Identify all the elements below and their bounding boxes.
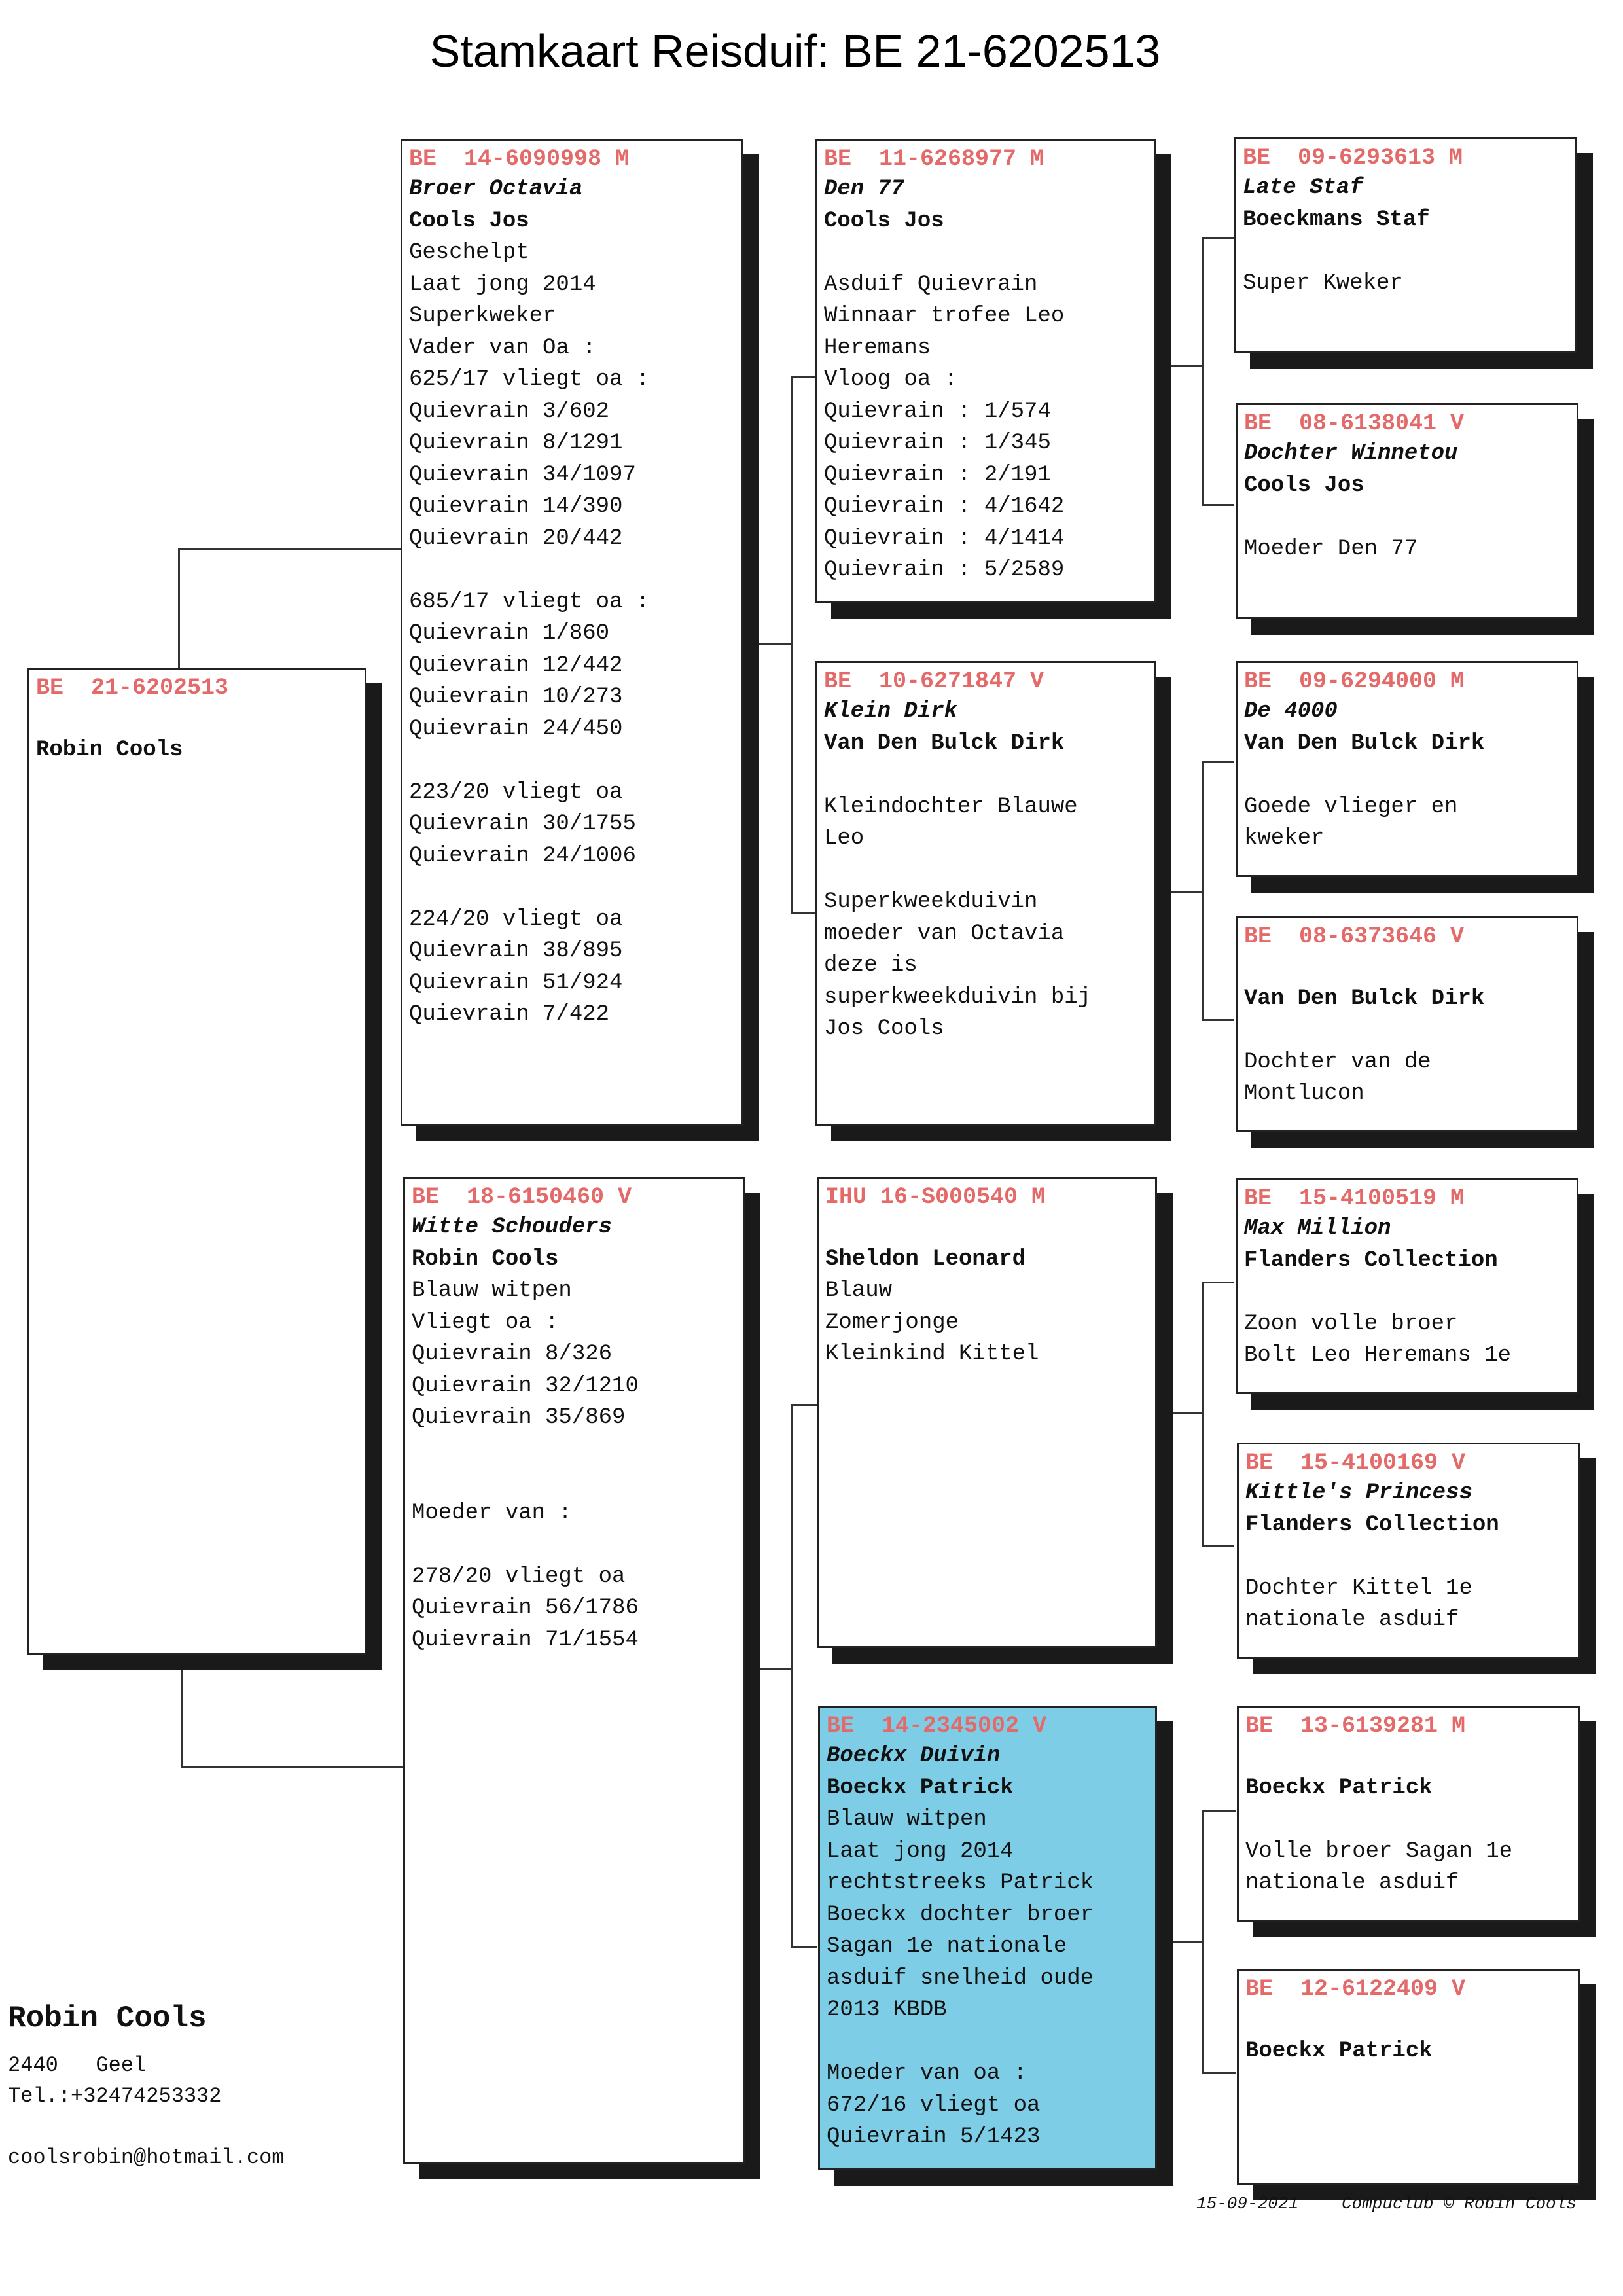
connector-line — [1202, 1810, 1236, 1812]
info-line: Jos Cools — [824, 1016, 944, 1041]
info-line: Quievrain 1/860 — [409, 621, 610, 646]
connector-line — [1202, 761, 1204, 1020]
breeder-name: Boeckx Patrick — [1245, 2038, 1433, 2064]
info-line — [409, 872, 735, 904]
ring-number: BE 08-6373646 V — [1244, 924, 1465, 950]
info-line: Super Kweker — [1243, 270, 1403, 296]
info-line: rechtstreeks Patrick — [827, 1871, 1094, 1895]
info-line: Quievrain 56/1786 — [412, 1596, 639, 1621]
info-line: superkweekduivin bij — [824, 984, 1092, 1010]
info-line — [36, 702, 358, 734]
connector-line — [1202, 1545, 1234, 1547]
connector-line — [1202, 1282, 1234, 1283]
info-line: Montlucon — [1244, 1081, 1364, 1106]
info-line: Dochter Kittel 1e — [1245, 1575, 1472, 1601]
connector-line — [1202, 2072, 1236, 2074]
connector-line — [791, 1404, 793, 1947]
info-line — [1243, 236, 1569, 268]
owner-name: Robin Cools — [8, 2001, 207, 2036]
print-date: 15-09-2021 — [1196, 2194, 1299, 2214]
connector-line — [791, 912, 815, 914]
info-line — [412, 1465, 736, 1498]
pigeon-name: Boeckx Duivin — [827, 1744, 1001, 1768]
info-line: Quievrain : 1/574 — [824, 399, 1051, 424]
info-line: Heremans — [824, 335, 931, 361]
info-line: Dochter van de — [1244, 1049, 1431, 1075]
dam-dam-card — [818, 1706, 1157, 2170]
info-line: Sagan 1e nationale — [827, 1934, 1067, 1959]
connector-line — [757, 1668, 792, 1670]
info-line: Moeder van oa : — [827, 2061, 1027, 2086]
info-line: nationale asduif — [1245, 1871, 1459, 1895]
ring-number: BE 11-6268977 M — [824, 146, 1044, 172]
pigeon-name: Kittle's Princess — [1245, 1480, 1472, 1505]
info-line: Superkweker — [409, 304, 556, 329]
info-line: Quievrain : 4/1642 — [824, 494, 1065, 519]
info-line — [1244, 759, 1570, 791]
pigeon-name: Witte Schouders — [412, 1215, 613, 1240]
info-line: Zomerjonge — [825, 1310, 959, 1335]
owner-address: 2440 Geel — [8, 2053, 147, 2077]
connector-line — [1166, 1941, 1203, 1943]
info-line — [1245, 2003, 1571, 2036]
info-line: Volle broer Sagan 1e — [1245, 1839, 1513, 1864]
info-line: Geschelpt — [409, 240, 529, 265]
info-line: Quievrain 14/390 — [409, 494, 623, 519]
connector-line — [1202, 237, 1234, 239]
ring-number: BE 14-2345002 V — [827, 1713, 1047, 1739]
info-line: Quievrain : 4/1414 — [824, 526, 1065, 551]
pigeon-name: Broer Octavia — [409, 177, 583, 202]
info-line: 685/17 vliegt oa : — [409, 589, 650, 615]
dam-sire-card — [817, 1177, 1157, 1648]
info-line: Quievrain : 1/345 — [824, 431, 1051, 456]
info-line — [827, 2026, 1149, 2058]
info-line — [412, 1529, 736, 1561]
info-line: Winnaar trofee Leo — [824, 304, 1065, 329]
software-credit: Compuclub © Robin Cools — [1342, 2194, 1577, 2214]
connector-line — [1166, 1412, 1203, 1414]
dam-dam-sire-card — [1237, 1706, 1580, 1922]
owner-phone: Tel.:+32474253332 — [8, 2084, 222, 2108]
breeder-name: Boeckmans Staf — [1243, 207, 1430, 232]
owner-email[interactable]: coolsrobin@hotmail.com — [8, 2145, 285, 2170]
info-line: moeder van Octavia — [824, 921, 1065, 946]
info-line — [1245, 1740, 1571, 1772]
info-line — [412, 1434, 736, 1466]
breeder-name: Cools Jos — [409, 208, 529, 234]
dam-card — [403, 1177, 745, 2164]
connector-line — [791, 1404, 817, 1406]
info-line: Quievrain 24/1006 — [409, 843, 636, 869]
info-line: Quievrain 38/895 — [409, 939, 623, 963]
pigeon-name: De 4000 — [1244, 699, 1338, 724]
info-line: Blauw witpen — [827, 1807, 987, 1832]
info-line: Quievrain 10/273 — [409, 685, 623, 709]
connector-line — [1202, 1810, 1204, 2073]
info-line: Quievrain : 2/191 — [824, 462, 1051, 488]
info-line — [1244, 951, 1570, 983]
info-line: Quievrain 12/442 — [409, 653, 623, 678]
connector-line — [181, 1766, 403, 1768]
info-line: Leo — [824, 826, 865, 851]
info-line — [825, 1211, 1149, 1244]
info-line: Kleinkind Kittel — [825, 1342, 1039, 1367]
info-line: nationale asduif — [1245, 1607, 1459, 1632]
info-line — [1244, 1014, 1570, 1047]
info-line: Quievrain 3/602 — [409, 399, 610, 424]
info-line — [1245, 1541, 1571, 1573]
info-line — [824, 237, 1147, 269]
sire-dam-dam-card — [1236, 916, 1578, 1132]
breeder-name: Sheldon Leonard — [825, 1246, 1026, 1272]
info-line: Quievrain : 5/2589 — [824, 558, 1065, 583]
connector-line — [178, 548, 180, 668]
sire-sire-dam-card — [1236, 403, 1578, 619]
connector-line — [791, 376, 793, 913]
info-line: 625/17 vliegt oa : — [409, 367, 650, 392]
info-line: Quievrain 24/450 — [409, 716, 623, 742]
info-line — [1244, 1276, 1570, 1308]
breeder-name: Cools Jos — [824, 208, 944, 234]
breeder-name: Van Den Bulck Dirk — [1244, 986, 1485, 1011]
connector-line — [178, 548, 401, 550]
connector-line — [791, 1946, 817, 1948]
connector-line — [791, 376, 815, 378]
connector-line — [1202, 504, 1234, 506]
info-line: Quievrain 30/1755 — [409, 812, 636, 836]
info-line: Moeder Den 77 — [1244, 536, 1418, 562]
ring-number: IHU 16-S000540 M — [825, 1184, 1046, 1210]
info-line: 278/20 vliegt oa — [412, 1564, 626, 1589]
sire-dam-sire-card — [1236, 661, 1578, 877]
dam-sire-dam-card — [1237, 1443, 1580, 1659]
connector-line — [1202, 237, 1204, 505]
info-line — [1245, 1804, 1571, 1836]
info-line: Quievrain 8/1291 — [409, 431, 623, 456]
pigeon-name: Klein Dirk — [824, 699, 958, 724]
page-title: Stamkaart Reisduif: BE 21-6202513 — [429, 26, 1161, 77]
info-line — [409, 554, 735, 586]
breeder-name: Flanders Collection — [1245, 1512, 1499, 1537]
connector-line — [181, 1641, 183, 1767]
info-line: Laat jong 2014 — [827, 1839, 1014, 1864]
info-line: 224/20 vliegt oa — [409, 906, 623, 932]
info-line: asduif snelheid oude — [827, 1965, 1094, 1991]
info-line: Quievrain 32/1210 — [412, 1373, 639, 1399]
info-line: Vader van Oa : — [409, 335, 596, 361]
info-line: Quievrain 71/1554 — [412, 1627, 639, 1653]
info-line: Quievrain 5/1423 — [827, 2125, 1041, 2149]
info-line: deze is — [824, 953, 918, 978]
pigeon-name: Max Million — [1244, 1216, 1391, 1241]
info-line: Quievrain 34/1097 — [409, 462, 636, 488]
info-line: Blauw — [825, 1278, 893, 1303]
info-line: Moeder van : — [412, 1500, 572, 1526]
info-line: 223/20 vliegt oa — [409, 780, 623, 805]
info-line: Quievrain 20/442 — [409, 526, 623, 551]
dam-sire-sire-card — [1236, 1178, 1578, 1394]
breeder-name: Boeckx Patrick — [1245, 1775, 1433, 1801]
breeder-name: Cools Jos — [1244, 473, 1364, 498]
info-line: Kleindochter Blauwe — [824, 794, 1078, 819]
info-line: Boeckx dochter broer — [827, 1902, 1094, 1928]
ring-number: BE 09-6293613 M — [1243, 145, 1463, 171]
connector-line — [1166, 365, 1203, 367]
pigeon-name: Dochter Winnetou — [1244, 441, 1458, 466]
info-line: 2013 KBDB — [827, 1998, 947, 2022]
sire-sire-card — [815, 139, 1156, 603]
pigeon-name: Den 77 — [824, 177, 904, 202]
info-line — [824, 759, 1147, 791]
info-line: Vliegt oa : — [412, 1310, 559, 1335]
ring-number: BE 21-6202513 — [36, 675, 229, 701]
info-line: Blauw witpen — [412, 1278, 572, 1303]
info-line: kweker — [1244, 826, 1325, 851]
ring-number: BE 12-6122409 V — [1245, 1976, 1466, 2002]
sire-card — [401, 139, 743, 1126]
info-line: 672/16 vliegt oa — [827, 2092, 1041, 2118]
subject-pigeon-card — [27, 668, 366, 1655]
breeder-name: Flanders Collection — [1244, 1247, 1498, 1273]
connector-line — [757, 643, 792, 645]
owner-info — [8, 1999, 284, 2173]
info-line: Quievrain 8/326 — [412, 1342, 613, 1367]
breeder-name: Robin Cools — [412, 1246, 559, 1272]
info-line: Asduif Quievrain — [824, 272, 1038, 297]
ring-number: BE 09-6294000 M — [1244, 668, 1465, 694]
dam-dam-dam-card — [1237, 1969, 1580, 2185]
info-line — [409, 745, 735, 777]
connector-line — [1202, 1019, 1234, 1021]
info-line: Bolt Leo Heremans 1e — [1244, 1343, 1512, 1368]
ring-number: BE 14-6090998 M — [409, 146, 630, 172]
breeder-name: Van Den Bulck Dirk — [1244, 730, 1485, 756]
sire-dam-card — [815, 661, 1156, 1126]
info-line — [824, 855, 1147, 887]
breeder-name: Robin Cools — [36, 737, 183, 762]
sire-sire-sire-card — [1234, 137, 1577, 353]
connector-line — [1202, 1282, 1204, 1546]
info-line — [1244, 501, 1570, 533]
ring-number: BE 18-6150460 V — [412, 1184, 632, 1210]
connector-line — [1166, 891, 1203, 893]
connector-line — [1202, 761, 1234, 763]
info-line: Vloog oa : — [824, 367, 958, 392]
pigeon-name: Late Staf — [1243, 175, 1363, 200]
info-line: Quievrain 35/869 — [412, 1405, 626, 1430]
info-line: Superkweekduivin — [824, 889, 1038, 914]
info-line: Goede vlieger en — [1244, 794, 1458, 819]
info-line: Quievrain 7/422 — [409, 1002, 610, 1027]
breeder-name: Boeckx Patrick — [827, 1775, 1014, 1801]
info-line: Quievrain 51/924 — [409, 970, 623, 996]
info-line: Zoon volle broer — [1244, 1311, 1458, 1336]
breeder-name: Van Den Bulck Dirk — [824, 730, 1065, 756]
info-line: Laat jong 2014 — [409, 272, 596, 297]
ring-number: BE 08-6138041 V — [1244, 410, 1465, 437]
ring-number: BE 15-4100519 M — [1244, 1185, 1465, 1211]
ring-number: BE 10-6271847 V — [824, 668, 1044, 694]
ring-number: BE 13-6139281 M — [1245, 1713, 1466, 1739]
ring-number: BE 15-4100169 V — [1245, 1450, 1466, 1476]
